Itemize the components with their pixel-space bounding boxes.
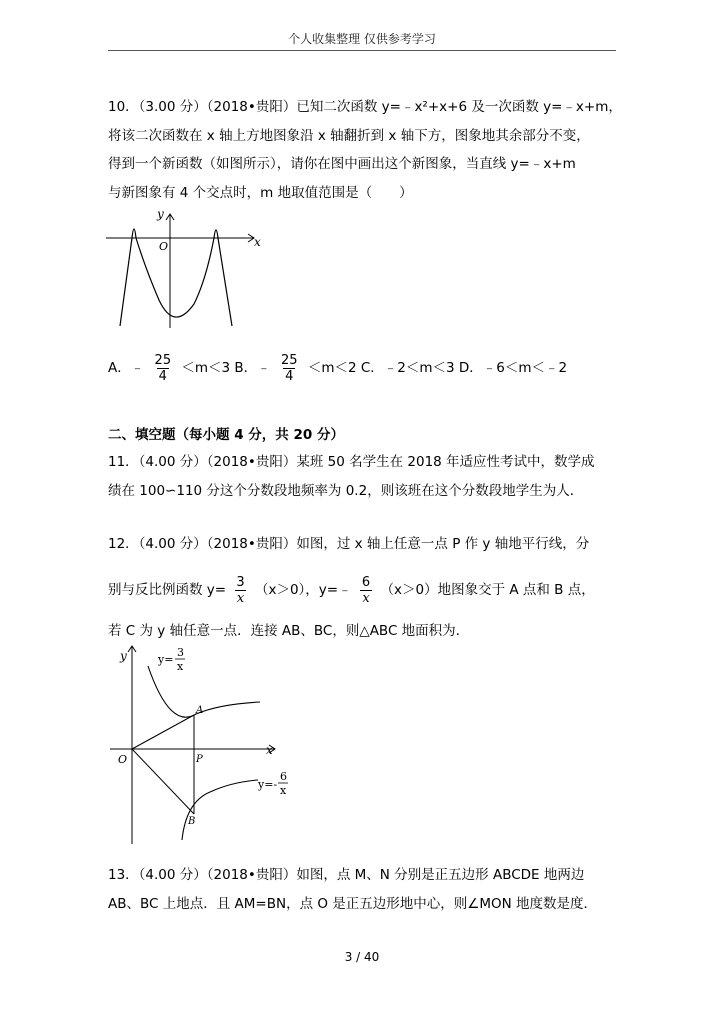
q13-line1: 13．（4.00 分）（2018•贵阳）如图，点 M、N 分别是正五边形 ABCDE 地两边 (108, 867, 585, 883)
q10-frac-a (153, 353, 174, 384)
q12-frac1-den: x (236, 590, 245, 606)
q10-line2: 将该二次函数在 x 轴上方地图象沿 x 轴翻折到 x 轴下方，图象地其余部分不变， (108, 128, 590, 144)
q12-lower-curve (182, 780, 258, 840)
q12-line2-a: 别与反比例函数 y= (108, 582, 227, 598)
q12-frac2 (360, 575, 372, 606)
q10-frac-b-den: 4 (285, 368, 294, 384)
q10-left-flip (132, 229, 136, 238)
q12-f1-prefix: y= (158, 653, 174, 666)
q12-line2 (108, 572, 595, 608)
q11-line1: 11．（4.00 分）（2018•贵阳）某班 50 名学生在 2018 年适应性考试中，数学成 (108, 454, 595, 470)
q10-frac-a-den: 4 (158, 368, 167, 384)
q12-line3: 若 C 为 y 轴任意一点．连接 AB、BC，则△ABC 地面积为. (108, 623, 460, 639)
q12-segment-ob (132, 749, 194, 814)
q12-b-label: B (188, 816, 196, 827)
q12-x-label: x (266, 743, 273, 757)
q10-option-a-prefix: A．﹣ (108, 360, 145, 376)
q11-line2: 绩在 100∽110 分这个分数段地频率为 0.2，则该班在这个分数段地学生为人． (108, 483, 584, 499)
q12-f1-num: 3 (177, 646, 184, 659)
q12-y-label: y (120, 649, 127, 663)
q10-right-flip (214, 230, 218, 238)
q10-option-a-suffix: ＜m＜3 B．﹣ (181, 360, 271, 376)
q10-origin-label: O (159, 240, 169, 253)
q12-line2-b: （x＞0），y=﹣ (254, 582, 352, 598)
q12-f2-num: 6 (280, 770, 287, 783)
q10-line4: 与新图象有 4 个交点时，m 地取值范围是（ ） (108, 185, 413, 201)
q12-frac2-den: x (362, 590, 370, 606)
q10-x-label: x (254, 235, 261, 249)
q10-line3: 得到一个新函数（如图所示），请你在图中画出这个新图象，当直线 y=﹣x+m (108, 156, 576, 172)
q10-left-branch (120, 238, 132, 326)
page-number: 3 / 40 (344, 950, 380, 964)
q12-line1: 12．（4.00 分）（2018•贵阳）如图，过 x 轴上任意一点 P 作 y 轴地平行线，分 (108, 536, 590, 552)
q12-p-label: P (196, 754, 203, 765)
q10-y-label: y (157, 207, 164, 221)
q10-parabola (136, 238, 214, 317)
q12-upper-curve (148, 666, 260, 717)
q12-origin-label: O (118, 753, 128, 766)
q10-frac-b (279, 353, 300, 384)
q12-f2-den: x (280, 784, 287, 797)
q10-right-branch (218, 238, 232, 326)
page-header: 个人收集整理 仅供参考学习 (288, 32, 436, 46)
q12-graph (110, 642, 300, 847)
q12-frac1 (234, 575, 246, 606)
q10-frac-a-num: 25 (154, 352, 172, 368)
q10-options (108, 350, 567, 386)
q12-segment-oa (132, 715, 194, 749)
q13-line2: AB、BC 上地点．且 AM=BN，点 O 是正五边形地中心，则∠MON 地度数是度． (108, 896, 598, 912)
q12-frac2-num: 6 (361, 574, 371, 590)
q12-a-label: A (196, 705, 204, 716)
q10-option-b-suffix: ＜m＜2 C．﹣2＜m＜3 D．﹣6＜m＜﹣2 (307, 360, 568, 376)
q12-frac1-num: 3 (236, 574, 245, 590)
q12-line2-c: （x＞0）地图象交于 A 点和 B 点， (380, 582, 595, 598)
header-divider (108, 50, 616, 51)
section2-title: 二、填空题（每小题 4 分，共 20 分） (108, 427, 344, 443)
q10-graph (104, 200, 264, 330)
q10-frac-b-num: 25 (280, 352, 298, 368)
q12-f2-prefix: y=- (258, 778, 278, 791)
q10-line1: 10．（3.00 分）（2018•贵阳）已知二次函数 y=﹣x²+x+6 及一次函数 y=﹣x+m， (108, 99, 622, 115)
q12-f1-den: x (177, 660, 184, 673)
